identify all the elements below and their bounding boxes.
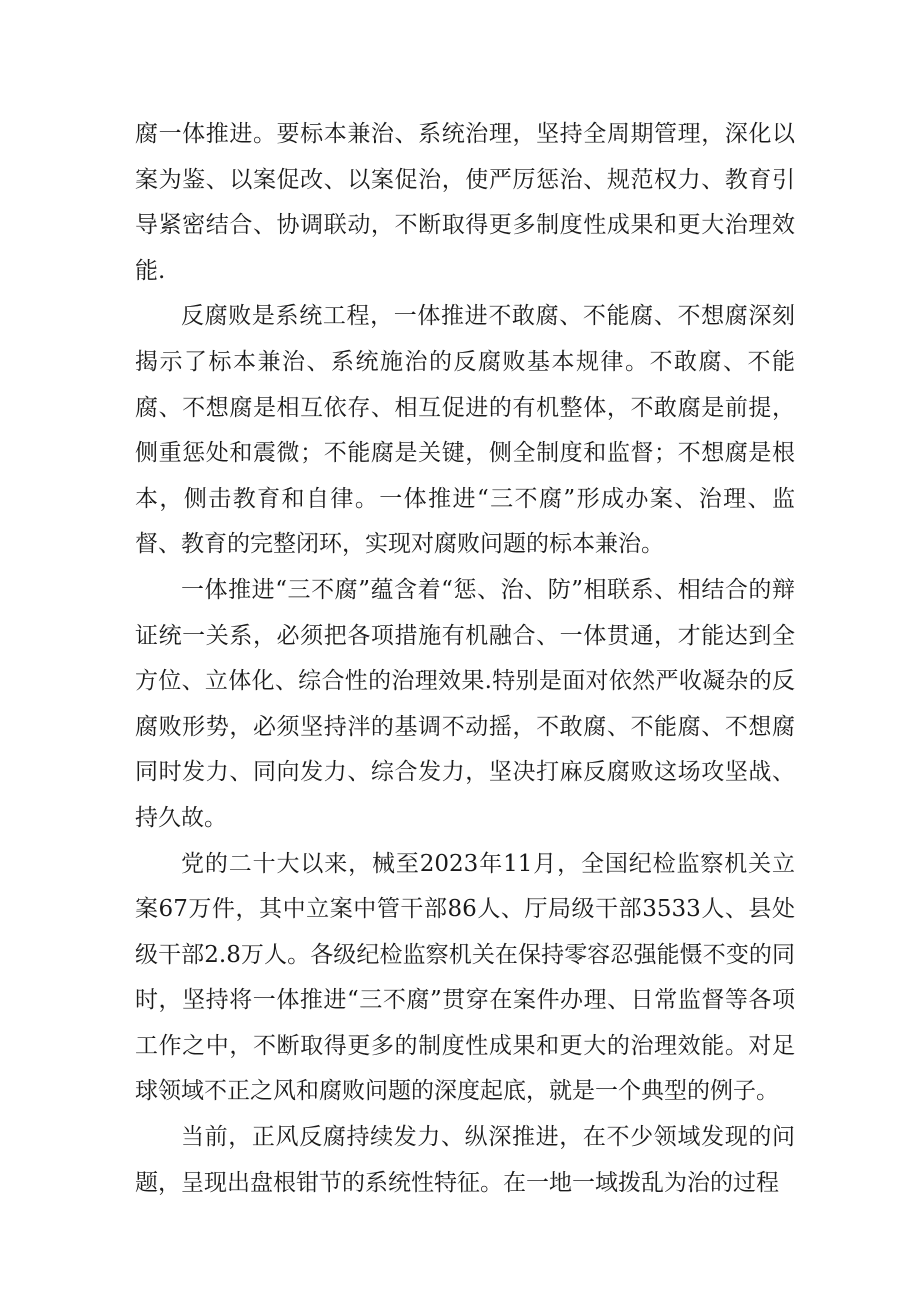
paragraph-1: 腐一体推进。要标本兼治、系统治理，坚持全周期管理，深化以案为鉴、以案促改、以案促治，使严厉惩治、规范权力、教育引导紧密结合、协调联动，不断取得更多制度性成果和更大治理效能. [135, 121, 795, 284]
paragraph-5: 当前，正风反腐持续发力、纵深推进，在不少领域发现的问题，呈现出盘根钳节的系统性特征。在一地一域拨乱为治的过程 [135, 1124, 795, 1196]
paragraph-4: 党的二十大以来，械至2023年11月，全国纪检监察机关立案67万件，其中立案中管干部86人、厅局级干部3533人、县处级干部2.8万人。各级纪检监察机关在保持零容忍强能慑不变的同时，坚持将一体推进“三不腐”贯穿在案件办理、日常监督等各项工作之中，不断取得更多的制度性成果和更大的治理效能。对足球领域不正之风和腐败问题的深度起底，就是一个典型的例子。 [135, 850, 795, 1105]
paragraph-3: 一体推进“三不腐”蕴含着“惩、治、防”相联系、相结合的辩证统一关系，必须把各项措施有机融合、一体贯通，才能达到全方位、立体化、综合性的治理效果.特别是面对依然严收凝杂的反腐败形势，必须坚持泮的基调不动摇，不敢腐、不能腐、不想腐同时发力、同向发力、综合发力，坚决打麻反腐败这场攻坚战、持久故。 [135, 576, 795, 831]
document-body [135, 112, 795, 1206]
paragraph-2: 反腐败是系统工程，一体推进不敢腐、不能腐、不想腐深刻揭示了标本兼治、系统施治的反腐败基本规律。不敢腐、不能腐、不想腐是相互依存、相互促进的有机整体，不敢腐是前提，侧重惩处和震微；不能腐是关键，侧全制度和监督；不想腐是根本，侧击教育和自律。一体推进“三不腐”形成办案、治理、监督、教育的完整闭环，实现对腐败问题的标本兼治。 [135, 303, 795, 558]
